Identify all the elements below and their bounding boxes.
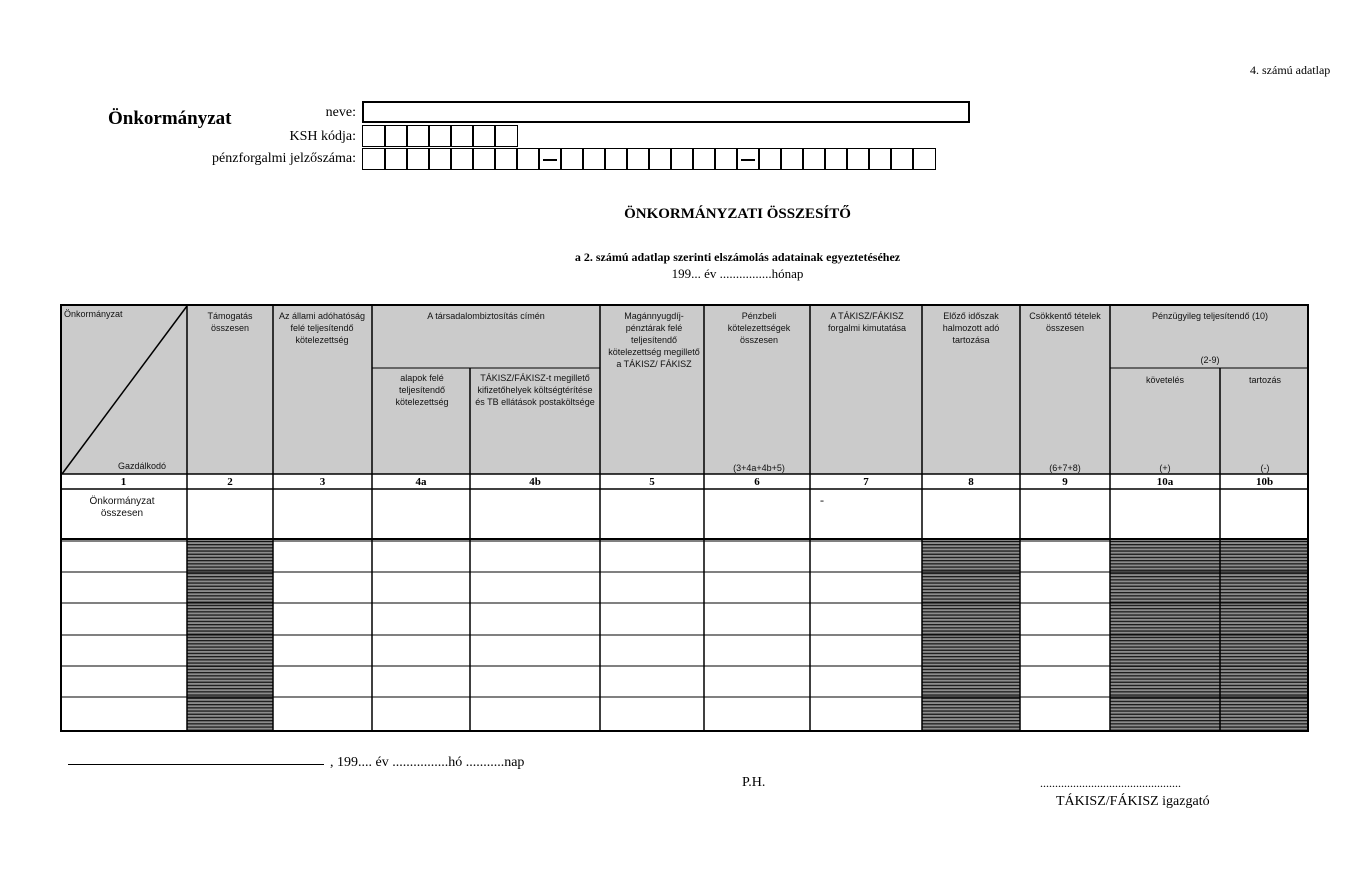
ksh-digit-cell[interactable] bbox=[472, 125, 496, 147]
name-field[interactable] bbox=[362, 101, 970, 123]
col4b-header: TÁKISZ/FÁKISZ-t megillető kifizetőhelyek költségtérítése és TB ellátások postaköltsége bbox=[475, 373, 595, 407]
ksh-digit-cell[interactable] bbox=[362, 125, 386, 147]
total-row-mark: - bbox=[820, 493, 824, 507]
ksh-label: KSH kódja: bbox=[289, 129, 356, 144]
account-digit-cell[interactable] bbox=[714, 148, 738, 170]
account-digit-cell[interactable] bbox=[362, 148, 386, 170]
account-number-field[interactable] bbox=[362, 148, 934, 170]
corner-top-label: Önkormányzat bbox=[64, 309, 123, 319]
account-digit-cell[interactable] bbox=[450, 148, 474, 170]
corner-bottom-label: Gazdálkodó bbox=[118, 461, 167, 471]
account-separator-cell bbox=[538, 148, 562, 170]
account-digit-cell[interactable] bbox=[868, 148, 892, 170]
col10a-sign: (+) bbox=[1159, 463, 1171, 473]
total-row-label: Önkormányzat összesen bbox=[89, 496, 155, 519]
col3-header: Az állami adóhatóság felé teljesítendő kötelezettség bbox=[278, 311, 366, 345]
col8-header: Előző időszak halmozott adó tartozása bbox=[942, 311, 1000, 345]
account-digit-cell[interactable] bbox=[758, 148, 782, 170]
account-digit-cell[interactable] bbox=[494, 148, 518, 170]
account-digit-cell[interactable] bbox=[780, 148, 804, 170]
document-title: ÖNKORMÁNYZATI ÖSSZESÍTŐ bbox=[624, 206, 851, 222]
account-label: pénzforgalmi jelzőszáma: bbox=[212, 151, 356, 166]
period-line: 199... év ................hónap bbox=[671, 266, 804, 281]
account-separator-cell bbox=[736, 148, 760, 170]
account-digit-cell[interactable] bbox=[560, 148, 584, 170]
account-digit-cell[interactable] bbox=[428, 148, 452, 170]
account-digit-cell[interactable] bbox=[824, 148, 848, 170]
signer-label: TÁKISZ/FÁKISZ igazgató bbox=[1056, 794, 1210, 809]
col-number: 2 bbox=[227, 476, 233, 488]
col4a-header: alapok felé teljesítendő kötelezettség bbox=[395, 373, 449, 407]
col6-formula: (3+4a+4b+5) bbox=[733, 463, 785, 473]
signature-line[interactable]: ............................................... bbox=[1040, 776, 1181, 790]
col7-header: A TÁKISZ/FÁKISZ forgalmi kimutatása bbox=[827, 311, 907, 333]
account-digit-cell[interactable] bbox=[802, 148, 826, 170]
col10a-header: követelés bbox=[1145, 375, 1185, 385]
stamp-label: P.H. bbox=[742, 775, 766, 790]
col5-header: Magánnyugdíj-pénztárak felé teljesítendő kötelezettség megillető a TÁKISZ/ FÁKISZ bbox=[608, 311, 700, 369]
account-digit-cell[interactable] bbox=[670, 148, 694, 170]
col-number: 7 bbox=[863, 476, 869, 488]
ksh-digit-cell[interactable] bbox=[494, 125, 518, 147]
col-number: 10b bbox=[1255, 476, 1274, 488]
col-number: 5 bbox=[649, 476, 655, 488]
account-digit-cell[interactable] bbox=[472, 148, 496, 170]
col10b-header: tartozás bbox=[1248, 375, 1281, 385]
col-number: 4a bbox=[415, 476, 427, 488]
col-number: 8 bbox=[968, 476, 974, 488]
col-number: 9 bbox=[1062, 476, 1068, 488]
ksh-digit-cell[interactable] bbox=[428, 125, 452, 147]
date-line: , 199.... év ................hó ...........nap bbox=[330, 755, 525, 770]
account-digit-cell[interactable] bbox=[582, 148, 606, 170]
name-label: neve: bbox=[325, 105, 356, 120]
col4-header: A társadalombiztosítás címén bbox=[427, 311, 545, 321]
ksh-digit-cell[interactable] bbox=[384, 125, 408, 147]
account-digit-cell[interactable] bbox=[516, 148, 540, 170]
ksh-digit-cell[interactable] bbox=[450, 125, 474, 147]
account-digit-cell[interactable] bbox=[912, 148, 936, 170]
col10b-sign: (-) bbox=[1260, 463, 1270, 473]
col9-header: Csökkentő tételek összesen bbox=[1029, 311, 1101, 333]
col10-formula: (2-9) bbox=[1200, 355, 1220, 365]
col-number: 1 bbox=[120, 476, 127, 488]
col6-header: Pénzbeli kötelezettségek összesen bbox=[727, 311, 791, 345]
form-number: 4. számú adatlap bbox=[1250, 63, 1331, 77]
col-number: 3 bbox=[319, 476, 326, 488]
account-digit-cell[interactable] bbox=[406, 148, 430, 170]
col-number: 6 bbox=[754, 476, 760, 488]
account-digit-cell[interactable] bbox=[648, 148, 672, 170]
account-digit-cell[interactable] bbox=[626, 148, 650, 170]
account-digit-cell[interactable] bbox=[846, 148, 870, 170]
col9-formula: (6+7+8) bbox=[1049, 463, 1081, 473]
place-line[interactable] bbox=[68, 764, 324, 765]
col-number: 10a bbox=[1156, 476, 1174, 488]
col10-header: Pénzügyileg teljesítendő (10) bbox=[1151, 311, 1269, 321]
col-number: 4b bbox=[529, 476, 541, 488]
org-label: Önkormányzat bbox=[108, 108, 232, 129]
ksh-code-field[interactable] bbox=[362, 125, 516, 147]
document-subtitle: a 2. számú adatlap szerinti elszámolás adatainak egyeztetéséhez bbox=[574, 250, 901, 264]
account-digit-cell[interactable] bbox=[384, 148, 408, 170]
col2-header: Támogatás összesen bbox=[207, 311, 253, 333]
account-digit-cell[interactable] bbox=[604, 148, 628, 170]
account-digit-cell[interactable] bbox=[890, 148, 914, 170]
account-digit-cell[interactable] bbox=[692, 148, 716, 170]
ksh-digit-cell[interactable] bbox=[406, 125, 430, 147]
